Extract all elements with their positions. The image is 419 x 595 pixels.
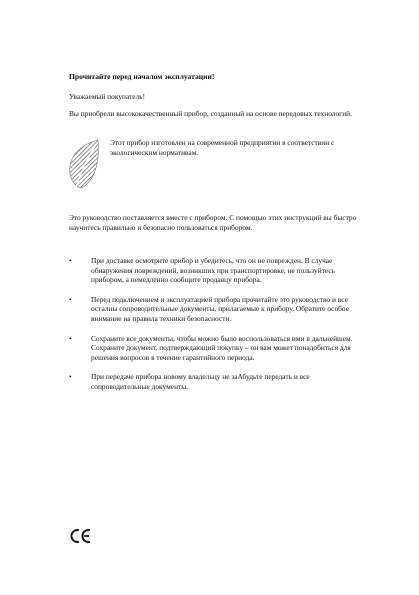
eco-note: Этот прибор изготовлен на современной предприятии в соответствии с экологическим нормативам. — [110, 138, 335, 157]
manual-paragraph: Это руководство поставляется вместе с прибором. С помощью этих инструкций вы быстро научитесь правильно и безопасно пользоваться прибором. — [69, 213, 357, 232]
bullet-icon: • — [69, 256, 72, 265]
bullet-icon: • — [69, 294, 72, 304]
list-item — [69, 334, 361, 363]
ce-mark-icon — [70, 528, 92, 544]
list-item-text: При доставке осмотрите прибор и убедитесь, что он не поврежден. В случае обнаружения повреждений, возникших при транспортировке, не пользуйтесь прибором, а немедленно сообщите продавцу прибора. — [91, 256, 336, 285]
list-item-text: Сохраните все документы, чтобы можно было воспользоваться ими в дальнейшем. Сохраните документ, подтверждающий покупку – он вам может понадобиться для решения вопросов в течение гарантийного периода. — [91, 333, 353, 362]
leaf-icon — [66, 138, 102, 196]
list-item — [69, 295, 361, 324]
list-item-text: При передаче прибора новому владельцу не заАбудьте передать и все сопроводительные документы. — [91, 372, 310, 391]
instruction-list — [69, 256, 361, 402]
bullet-icon: • — [69, 372, 72, 382]
list-item-text: Перед подключением и эксплуатацией прибора прочитайте это руководство и все осталны сопроводительные документы, прилагаемые к прибору. Обратите особое внимание на правила техники безопасности. — [91, 294, 349, 323]
bullet-icon: • — [69, 333, 72, 343]
greeting-text: Уважаемый покупатель! — [69, 92, 146, 101]
list-item — [69, 256, 361, 285]
list-item — [69, 372, 361, 391]
page-title: Прочитайте перед началом эксплуатации! — [69, 72, 215, 81]
intro-paragraph: Вы приобрели высококачественный прибор, созданный на основе передовых технологий. — [69, 109, 352, 118]
